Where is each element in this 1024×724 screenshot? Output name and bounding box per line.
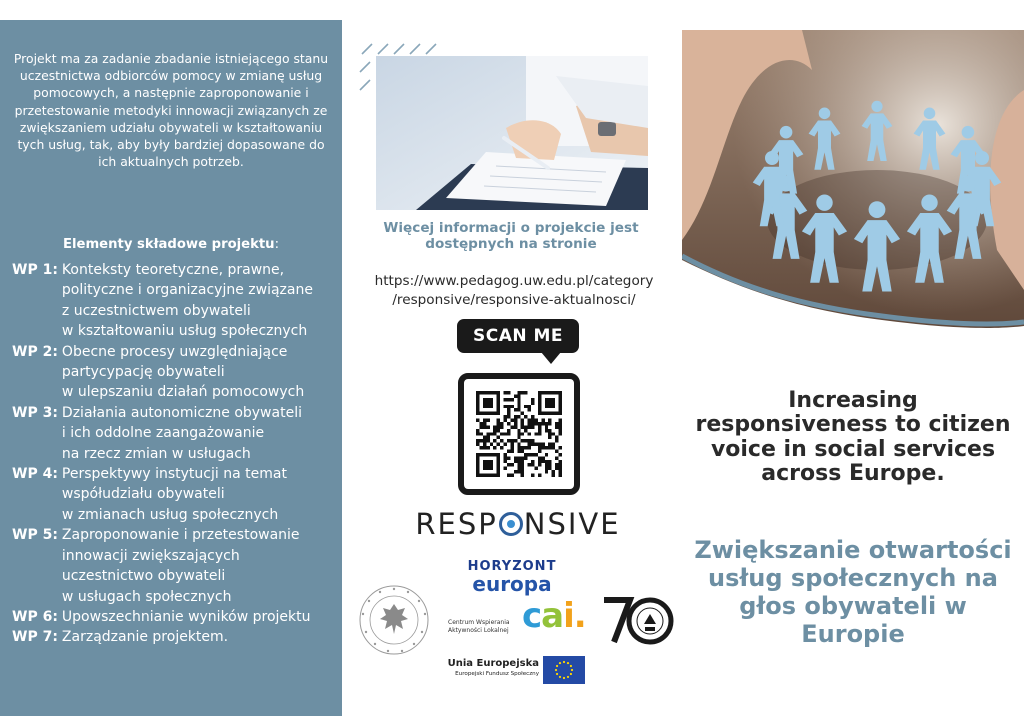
wp-text: Konteksty teoretyczne, prawne, polityczne i organizacyjne związane z uczestnictwem obywateli w kształtowaniu usług społecznych [61,262,313,340]
elements-title [0,237,342,252]
left-panel [0,20,342,716]
photo-paper-people-circle [682,30,1024,346]
eu-line-1: Unia Europejska [447,658,539,669]
qr-code[interactable] [476,391,562,477]
work-package-item [12,342,338,403]
wp-text: Perspektywy instytucji na temat współudziału obywateli w zmianach usług społecznych [61,466,287,523]
scan-me-badge: SCAN ME [457,319,579,353]
wp-text: Zarządzanie projektem. [61,629,229,646]
work-package-item [12,464,338,525]
wp-text: Obecne procesy uwzględniające partycypację obywateli w ulepszaniu działań pomocowych [61,343,305,401]
wp-label: WP 5: [12,527,58,544]
scan-me-pointer [541,352,561,364]
cai-logo-c: c [522,596,542,636]
intro-text: Projekt ma za zadanie zbadanie istniejącego stanu uczestnictwa odbiorców pomocy w zmianę usług pomocowych, a następnie zaproponowanie i przetestowanie metodyki innowacji związanych ze zwiększaniem udziału obywateli w kształtowaniu tych usług, tak, aby były bardziej dopasowane do ich aktualnych potrzeb. [13,51,329,170]
wp-label: WP 2: [12,343,58,360]
project-url-line-2[interactable]: /responsive/responsive-aktualnosci/ [392,292,636,308]
work-package-list [12,260,338,648]
elements-title-text: Elementy składowe projektu [62,237,275,252]
photo-writing-hand-illustration [376,56,648,210]
wp-text: Upowszechnianie wyników projektu [61,608,311,625]
work-package-item [12,627,338,647]
cai-logo-a: a [541,596,564,636]
cwal-line-1: Centrum Wspierania [448,619,510,626]
eu-logo-text [443,658,539,678]
cai-logo [522,598,586,634]
wp-label: WP 3: [12,404,58,421]
horyzont-europa-logo [462,560,562,594]
responsive-logo-globe-icon [499,512,523,536]
eu-flag-icon [543,656,585,684]
responsive-logo-text-start: RESP [415,507,498,541]
title-english: Increasing responsiveness to citizen voice in social services across Europe. [695,388,1011,487]
eu-line-2: Europejski Fundusz Społeczny [455,671,539,677]
title-polish: Zwiększanie otwartości usług społecznych na głos obywateli w Europie [694,536,1012,648]
wp-text: Zaproponowanie i przetestowanie innowacji zwiększających uczestnictwo obywateli w usługach społecznych [61,527,300,605]
horyzont-logo-line-1: HORYZONT [467,559,557,574]
wp-label: WP 7: [12,629,58,646]
horyzont-logo-line-2: europa [472,572,552,596]
work-package-item [12,607,338,627]
photo-writing-hand [376,56,648,210]
wp-label: WP 6: [12,608,58,625]
wp-label: WP 1: [12,262,58,278]
wp-label: WP 4: [12,466,58,483]
work-package-item [12,260,338,342]
project-url[interactable] [364,272,664,310]
responsive-logo [408,507,628,541]
work-package-item [12,525,338,607]
cai-logo-i: i. [563,596,586,636]
responsive-logo-text-end: NSIVE [523,507,621,541]
elements-title-colon: : [274,237,280,252]
cwal-logo-text [448,619,524,634]
qr-code-frame[interactable] [458,373,580,495]
work-package-item [12,403,338,464]
cwal-line-2: Aktywności Lokalnej [448,626,509,634]
university-of-warsaw-seal-icon [358,584,430,656]
more-info-heading: Więcej informacji o projekcie jest dostępnych na stronie [383,220,639,252]
photo-paper-people-illustration [682,30,1024,346]
seventy-years-faculty-logo-icon [600,594,676,646]
project-url-line-1[interactable]: https://www.pedagog.uw.edu.pl/category [374,273,654,289]
wp-text: Działania autonomiczne obywateli i ich oddolne zaangażowanie na rzecz zmian w usługach [61,404,302,462]
